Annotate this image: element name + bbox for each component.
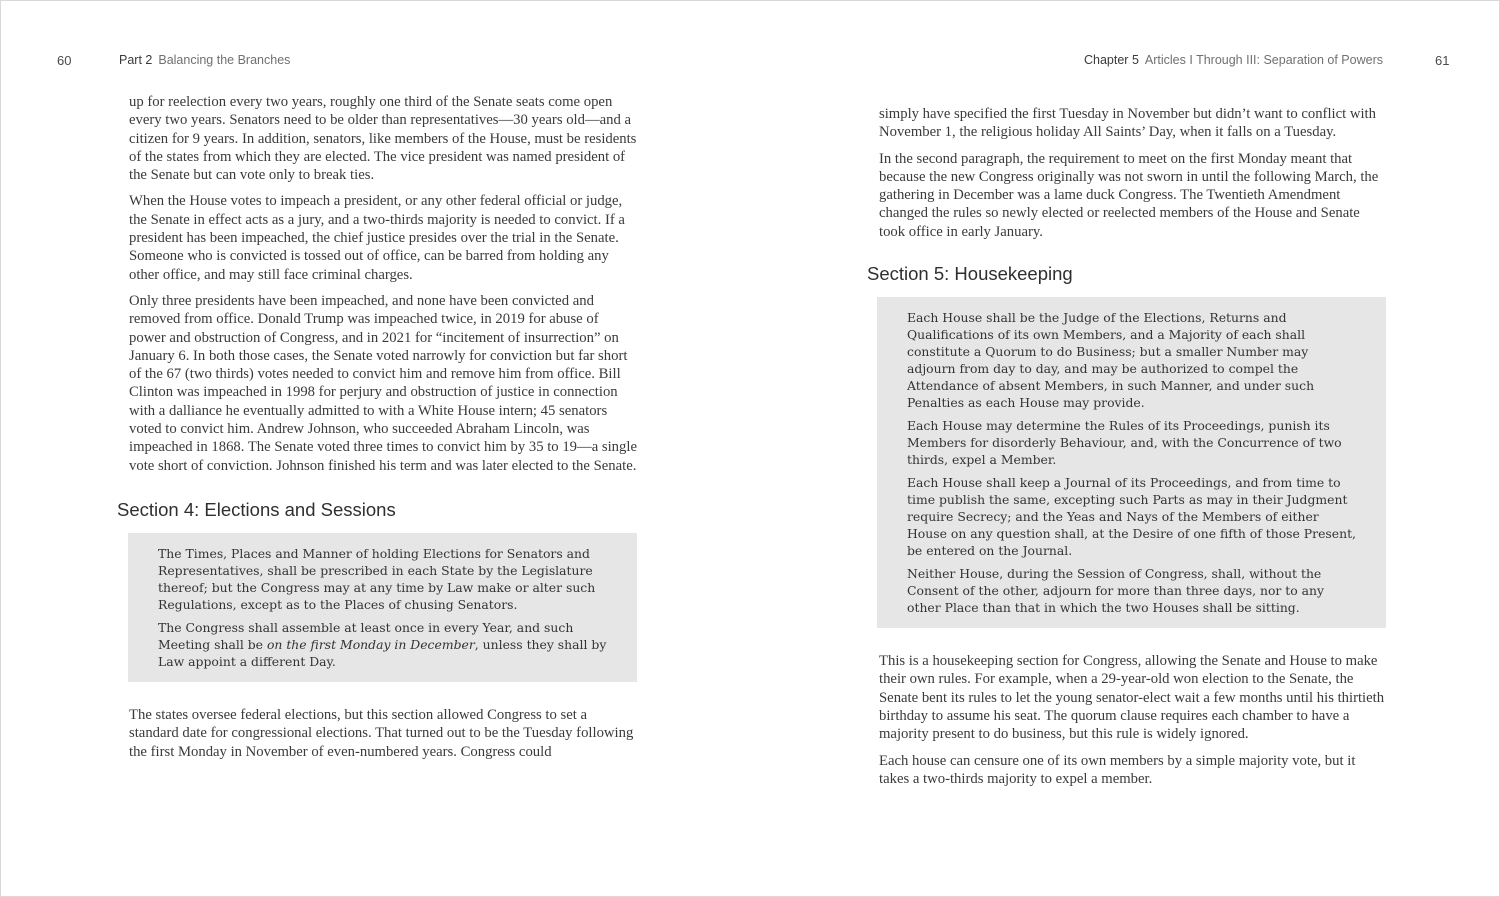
excerpt-paragraph: Each House shall keep a Journal of its Proceedings, and from time to time publish the same, excepting such Parts as may in their Judgment require Secrecy; and the Yeas and Nays of the Members of either House on any question shall, at the Desire of one fifth of those Present, be entered on the Journal. <box>907 475 1356 559</box>
chapter-label: Chapter 5 <box>1084 53 1139 67</box>
body-paragraph: In the second paragraph, the requirement to meet on the first Monday meant that because the new Congress originally was not sworn in until the following March, the gathering in December was a lame duck Congress. The Twentieth Amendment changed the rules so newly elected or reelected members of the House and Senate took office in early January. <box>879 150 1379 240</box>
constitution-excerpt-section-4 <box>128 533 637 682</box>
part-title: Balancing the Branches <box>158 53 291 67</box>
excerpt-italic-text: on the first Monday in December <box>266 636 475 652</box>
body-paragraph: Each house can censure one of its own members by a simple majority vote, but it takes a two-thirds majority to expel a member. <box>879 752 1356 787</box>
part-label: Part 2 <box>119 53 153 67</box>
chapter-title: Articles I Through III: Separation of Powers <box>1144 53 1383 67</box>
left-page-number: 60 <box>57 53 72 68</box>
excerpt-text: , unless they shall by Law appoint a different Day. <box>158 636 607 669</box>
body-paragraph: up for reelection every two years, roughly one third of the Senate seats come open every two years. Senators need to be older than representatives—30 years old—and a citizen for 9 years. In addition, senators, like members of the House, must be residents of the states from which they are elected. The vice president was named president of the Senate but can vote only to break ties. <box>129 94 637 184</box>
left-running-head <box>119 53 290 67</box>
section-4-heading: Section 4: Elections and Sessions <box>117 498 396 520</box>
body-paragraph: Only three presidents have been impeached, and none have been convicted and removed from office. Donald Trump was impeached twice, in 2019 for abuse of power and obstruction of Congress, and in 2021 for “incitement of insurrection” on January 6. In both those cases, the Senate voted narrowly for conviction but far short of the 67 (two thirds) votes needed to convict him and remove him from office. Bill Clinton was impeached in 1998 for perjury and obstruction of justice in connection with a dalliance he eventually admitted to with a White House intern; 45 senators voted to convict him. Andrew Johnson, who succeeded Abraham Lincoln, was impeached in 1868. The Senate voted three times to convict him by 35 to 19—a single vote short of conviction. Johnson finished his term and was later elected to the Senate. <box>129 292 637 474</box>
right-running-head <box>1084 53 1383 67</box>
body-paragraph: The states oversee federal elections, but this section allowed Congress to set a standard date for congressional elections. That turned out to be the Tuesday following the first Monday in November of even-numbered years. Congress could <box>129 706 634 760</box>
excerpt-paragraph: Each House may determine the Rules of its Proceedings, punish its Members for disorderly Behaviour, and, with the Concurrence of two thirds, expel a Member. <box>907 418 1342 468</box>
excerpt-paragraph: Each House shall be the Judge of the Elections, Returns and Qualifications of its own Members, and a Majority of each shall constitute a Quorum to do Business; but a smaller Number may adjourn from day to day, and may be authorized to compel the Attendance of absent Members, in such Manner, and under such Penalties as each House may provide. <box>907 310 1315 411</box>
excerpt-paragraph <box>158 619 607 670</box>
body-paragraph: simply have specified the first Tuesday in November but didn’t want to conflict with November 1, the religious holiday All Saints’ Day, when it falls on a Tuesday. <box>879 106 1376 141</box>
excerpt-text: The Congress shall assemble at least once in every Year, and such Meeting shall be <box>158 619 574 652</box>
section-5-heading: Section 5: Housekeeping <box>867 263 1073 285</box>
constitution-excerpt-section-5 <box>877 297 1386 628</box>
right-page-column <box>867 105 1385 796</box>
right-page-number: 61 <box>1435 53 1450 68</box>
excerpt-paragraph: Neither House, during the Session of Congress, shall, without the Consent of the other, adjourn for more than three days, nor to any other Place than that in which the two Houses shall be sitting. <box>907 566 1325 616</box>
body-paragraph: This is a housekeeping section for Congress, allowing the Senate and House to make their own rules. For example, when a 29-year-old won election to the Senate, the Senate bent its rules to let the young senator-elect wait a few months until his thirtieth birthday to assume his seat. The quorum clause requires each chamber to have a majority present to do business, but this rule is widely ignored. <box>879 653 1385 743</box>
left-page-column <box>117 93 637 769</box>
body-paragraph: When the House votes to impeach a president, or any other federal official or judge, the Senate in effect acts as a jury, and a two-thirds majority is needed to convict. If a president has been impeached, the chief justice presides over the trial in the Senate. Someone who is convicted is tossed out of office, can be barred from holding any other office, and may still face criminal charges. <box>129 193 625 283</box>
excerpt-paragraph: The Times, Places and Manner of holding Elections for Senators and Representatives, shall be prescribed in each State by the Legislature thereof; but the Congress may at any time by Law make or alter such Regulations, except as to the Places of chusing Senators. <box>158 545 596 612</box>
